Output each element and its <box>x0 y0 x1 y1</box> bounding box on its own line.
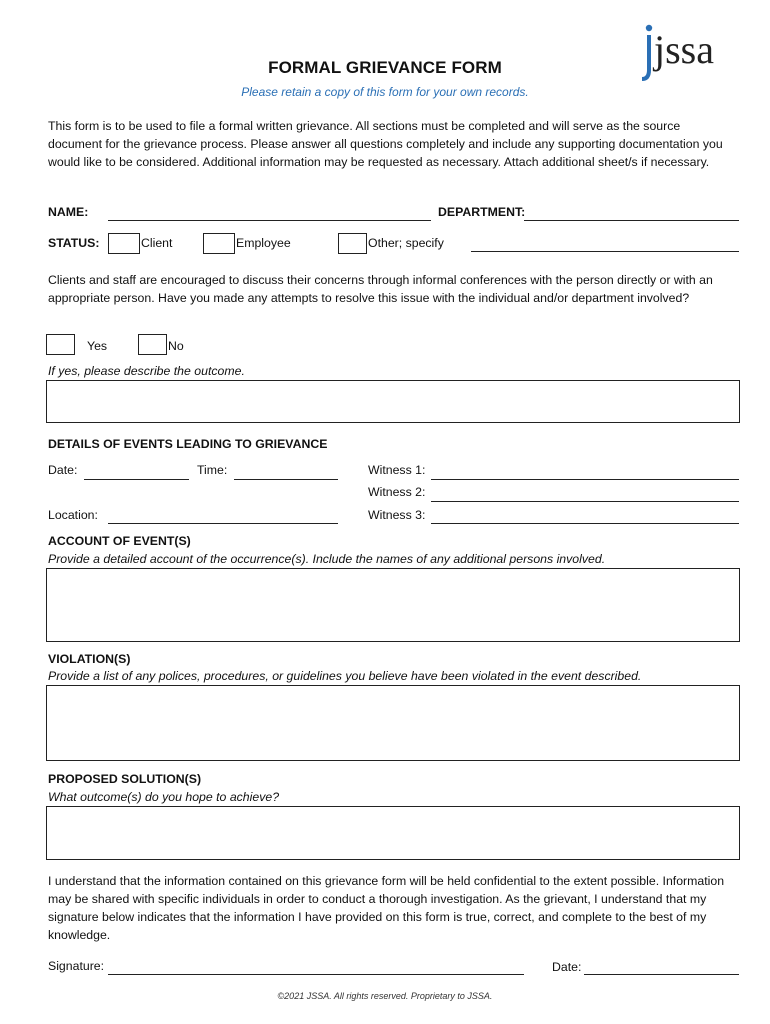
status-employee-label: Employee <box>236 236 291 250</box>
witness1-field[interactable] <box>431 479 739 480</box>
witness3-label: Witness 3: <box>368 508 426 522</box>
event-time-field[interactable] <box>234 479 338 480</box>
signature-date-label: Date: <box>552 960 582 974</box>
no-label: No <box>168 339 184 353</box>
location-label: Location: <box>48 508 98 522</box>
informal-question: Clients and staff are encouraged to discuss their concerns through informal conferences with the person directly or with an appropriate person. Have you made any attempts to resolve this issue with the individual and/or department involved? <box>48 273 713 305</box>
status-other-label: Other; specify <box>368 236 444 250</box>
witness1-label: Witness 1: <box>368 463 426 477</box>
date-label: Date: <box>48 463 78 477</box>
copyright-footer: ©2021 JSSA. All rights reserved. Proprietary to JSSA. <box>277 991 493 1001</box>
confidentiality-statement: I understand that the information contained on this grievance form will be held confidential to the extent possible. Information may be shared with specific individuals in order to conduct a thorough investigation. As the grievant, I understand that my signature below indicates that the information I have provided on this form is true, correct, and complete to the best of my knowledge. <box>48 874 725 942</box>
status-client-label: Client <box>141 236 173 250</box>
violations-prompt: Provide a list of any polices, procedures, or guidelines you believe have been violated in the event described. <box>48 669 642 683</box>
department-field[interactable] <box>524 220 739 221</box>
account-prompt: Provide a detailed account of the occurrence(s). Include the names of any additional persons involved. <box>48 552 606 566</box>
witness2-label: Witness 2: <box>368 485 426 499</box>
solution-heading: PROPOSED SOLUTION(S) <box>48 772 202 786</box>
details-heading: DETAILS OF EVENTS LEADING TO GRIEVANCE <box>48 437 328 451</box>
department-label: DEPARTMENT: <box>438 205 526 219</box>
status-other-specify-field[interactable] <box>471 251 739 252</box>
no-checkbox[interactable] <box>138 334 167 355</box>
name-label: NAME: <box>48 205 89 219</box>
witness3-field[interactable] <box>431 523 739 524</box>
yes-checkbox[interactable] <box>46 334 75 355</box>
status-other-checkbox[interactable] <box>338 233 367 254</box>
logo-wordmark: jssa <box>654 27 714 72</box>
account-heading: ACCOUNT OF EVENT(S) <box>48 534 191 548</box>
yes-label: Yes <box>87 339 108 353</box>
event-location-field[interactable] <box>108 523 338 524</box>
violations-textarea[interactable] <box>46 685 740 761</box>
page-subtitle: Please retain a copy of this form for your own records. <box>241 85 529 99</box>
name-field[interactable] <box>108 220 431 221</box>
violations-heading: VIOLATION(S) <box>48 652 131 666</box>
signature-date-field[interactable] <box>584 974 739 975</box>
witness2-field[interactable] <box>431 501 739 502</box>
outcome-textarea[interactable] <box>46 380 740 423</box>
status-label: STATUS: <box>48 236 100 250</box>
signature-label: Signature: <box>48 959 105 973</box>
status-employee-checkbox[interactable] <box>203 233 235 254</box>
signature-field[interactable] <box>108 974 524 975</box>
intro-paragraph: This form is to be used to file a formal written grievance. All sections must be completed and will serve as the source document for the grievance process. Please answer all questions completely and include any supporting documentation you would like to be considered. Additional information may be requested as necessary. Attach additional sheet/s if necessary. <box>48 119 723 169</box>
solution-prompt: What outcome(s) do you hope to achieve? <box>48 790 280 804</box>
time-label: Time: <box>197 463 228 477</box>
solution-textarea[interactable] <box>46 806 740 860</box>
page-title: FORMAL GRIEVANCE FORM <box>268 58 502 77</box>
outcome-prompt: If yes, please describe the outcome. <box>48 364 245 378</box>
status-client-checkbox[interactable] <box>108 233 140 254</box>
event-date-field[interactable] <box>84 479 189 480</box>
account-textarea[interactable] <box>46 568 740 642</box>
